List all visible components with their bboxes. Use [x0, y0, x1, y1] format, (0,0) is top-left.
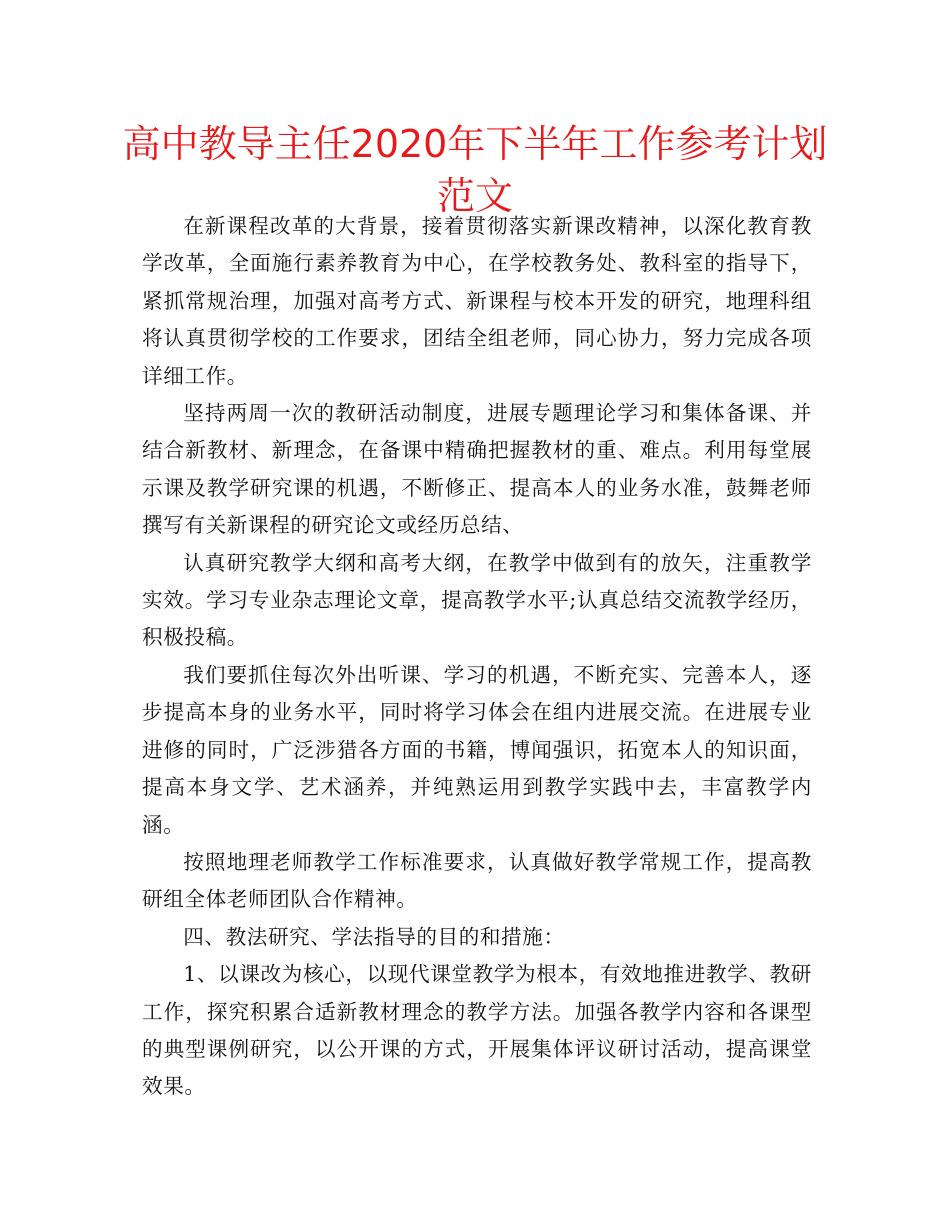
paragraph-1: 在新课程改革的大背景，接着贯彻落实新课改精神，以深化教育教学改革，全面施行素养教育为中心，在学校教务处、教科室的指导下，紧抓常规治理，加强对高考方式、新课程与校本开发的研究，地理科组将认真贯彻学校的工作要求，团结全组老师，同心协力，努力完成各项详细工作。	[142, 214, 812, 388]
paragraph-2: 坚持两周一次的教研活动制度，进展专题理论学习和集体备课、并结合新教材、新理念，在备课中精确把握教材的重、难点。利用每堂展示课及教学研究课的机遇，不断修正、提高本人的业务水准，鼓舞老师撰写有关新课程的研究论文或经历总结、	[142, 401, 812, 538]
paragraph-4: 我们要抓住每次外出听课、学习的机遇，不断充实、完善本人，逐步提高本身的业务水平，同时将学习体会在组内进展交流。在进展专业进修的同时，广泛涉猎各方面的书籍，博闻强识，拓宽本人的知识面，提高本身文学、艺术涵养，并纯熟运用到教学实践中去，丰富教学内涵。	[142, 662, 812, 837]
paragraph-6: 1、以课改为核心，以现代课堂教学为根本，有效地推进教学、教研工作，探究积累合适新教材理念的教学方法。加强各教学内容和各课型的典型课例研究，以公开课的方式，开展集体评议研讨活动，提高课堂效果。	[142, 962, 812, 1099]
paragraph-5: 按照地理老师教学工作标准要求，认真做好教学常规工作，提高教研组全体老师团队合作精神。	[142, 849, 812, 912]
section-heading-4: 四、教法研究、学法指导的目的和措施：	[183, 924, 565, 949]
paragraph-3: 认真研究教学大纲和高考大纲，在教学中做到有的放矢，注重教学实效。学习专业杂志理论文章，提高教学水平;认真总结交流教学经历，积极投稿。	[142, 550, 812, 650]
document-title: 高中教导主任2020年下半年工作参考计划范文	[122, 122, 828, 218]
document-body	[142, 208, 812, 1106]
